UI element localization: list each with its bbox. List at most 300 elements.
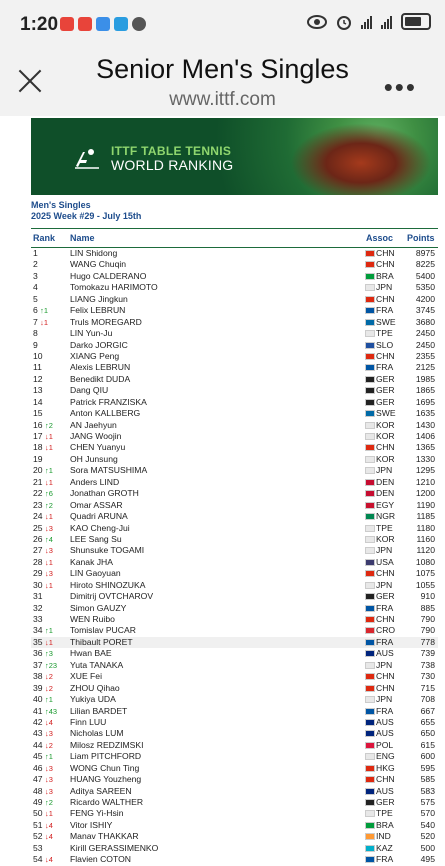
player-name[interactable]: FENG Yi-Hsin bbox=[70, 808, 124, 819]
points-cell: 1330 bbox=[415, 453, 435, 464]
banner-player-image bbox=[281, 118, 431, 195]
flag-icon bbox=[366, 445, 374, 450]
signal-icon bbox=[361, 15, 372, 29]
points-cell: 1160 bbox=[416, 533, 435, 544]
rank-cell bbox=[33, 797, 53, 808]
player-name[interactable]: Dang QIU bbox=[70, 385, 109, 396]
assoc-cell: CHN bbox=[376, 671, 395, 682]
rank-number: 11 bbox=[33, 362, 42, 373]
rank-change: ↓4 bbox=[44, 832, 53, 842]
table-row[interactable] bbox=[31, 271, 438, 282]
app-notification-icon bbox=[60, 17, 74, 31]
rank-number: 34 bbox=[33, 625, 43, 636]
rank-number: 52 bbox=[33, 831, 43, 842]
assoc-cell: AUS bbox=[376, 648, 394, 659]
flag-icon bbox=[366, 331, 374, 336]
rank-change: ↓1 bbox=[40, 317, 49, 327]
rank-change: ↓1 bbox=[44, 512, 53, 522]
table-row[interactable] bbox=[31, 454, 438, 465]
rank-number: 38 bbox=[33, 671, 43, 682]
player-name[interactable]: Yuta TANAKA bbox=[70, 659, 124, 670]
points-cell: 1210 bbox=[415, 476, 435, 487]
player-name[interactable]: Benedikt DUDA bbox=[70, 373, 131, 384]
rank-number: 49 bbox=[33, 797, 43, 807]
points-cell: 650 bbox=[420, 728, 435, 739]
player-name[interactable]: Kanak JHA bbox=[70, 556, 113, 567]
rank-change: ↓3 bbox=[44, 775, 53, 785]
points-cell: 500 bbox=[420, 842, 435, 853]
table-row[interactable] bbox=[31, 797, 438, 808]
flag-icon bbox=[366, 606, 374, 611]
rank-change: ↓1 bbox=[44, 637, 53, 647]
table-row[interactable] bbox=[31, 820, 438, 831]
table-row[interactable] bbox=[31, 831, 438, 842]
rank-change: ↓1 bbox=[44, 432, 53, 441]
points-cell: 540 bbox=[420, 819, 435, 830]
rank-cell bbox=[33, 408, 43, 419]
rank-change: ↓3 bbox=[44, 763, 53, 773]
rank-cell bbox=[33, 259, 38, 270]
flag-icon bbox=[366, 491, 374, 496]
table-row[interactable] bbox=[31, 774, 438, 785]
rank-cell bbox=[33, 385, 43, 396]
table-row[interactable] bbox=[31, 511, 438, 522]
flag-icon bbox=[366, 766, 374, 771]
rank-number: 4 bbox=[33, 282, 38, 293]
player-name[interactable]: Quadri ARUNA bbox=[70, 511, 128, 522]
table-header bbox=[31, 228, 438, 248]
rank-cell bbox=[33, 248, 38, 259]
rank-change: ↓1 bbox=[44, 809, 53, 819]
player-name[interactable]: Ricardo WALTHER bbox=[70, 797, 144, 807]
player-name[interactable]: XIANG Peng bbox=[70, 350, 120, 361]
rank-change: ↓3 bbox=[44, 786, 53, 796]
rank-number: 12 bbox=[33, 373, 43, 384]
rank-cell bbox=[33, 831, 53, 842]
assoc-cell: GER bbox=[376, 591, 395, 602]
player-name[interactable]: Sora MATSUSHIMA bbox=[70, 465, 148, 476]
table-row[interactable] bbox=[31, 500, 438, 511]
table-row[interactable] bbox=[31, 740, 438, 751]
rank-number: 41 bbox=[33, 705, 43, 716]
player-name[interactable]: Liam PITCHFORD bbox=[70, 751, 142, 762]
player-name[interactable]: Milosz REDZIMSKI bbox=[70, 739, 144, 750]
player-name[interactable]: Tomislav PUCAR bbox=[70, 625, 136, 636]
table-row[interactable] bbox=[31, 523, 438, 534]
rank-number: 23 bbox=[33, 499, 43, 510]
rank-change: ↓3 bbox=[44, 546, 53, 556]
table-row[interactable] bbox=[31, 637, 438, 648]
assoc-cell: CHN bbox=[376, 774, 395, 785]
assoc-cell: KOR bbox=[376, 431, 395, 441]
player-name[interactable]: Patrick FRANZISKA bbox=[70, 396, 147, 407]
rank-cell bbox=[33, 271, 38, 282]
table-row[interactable] bbox=[31, 442, 438, 453]
rank-change: ↑1 bbox=[44, 466, 53, 476]
player-name[interactable]: Felix LEBRUN bbox=[70, 305, 126, 316]
player-name[interactable]: Truls MOREGARD bbox=[70, 316, 142, 327]
assoc-cell: TPE bbox=[376, 522, 393, 533]
points-cell: 8975 bbox=[415, 248, 435, 258]
points-cell: 1295 bbox=[415, 465, 435, 476]
table-row[interactable] bbox=[31, 786, 438, 797]
table-row[interactable] bbox=[31, 728, 438, 739]
player-name[interactable]: Simon GAUZY bbox=[70, 602, 127, 613]
rank-cell bbox=[33, 717, 53, 728]
points-cell: 1185 bbox=[416, 511, 435, 522]
player-name[interactable]: Hugo CALDERANO bbox=[70, 270, 147, 281]
table-row[interactable] bbox=[31, 763, 438, 774]
flag-icon bbox=[366, 754, 374, 759]
rank-cell bbox=[33, 694, 53, 705]
points-cell: 1055 bbox=[415, 579, 435, 590]
table-row[interactable] bbox=[31, 568, 438, 579]
rank-number: 53 bbox=[33, 842, 43, 853]
points-cell: 2450 bbox=[415, 339, 435, 350]
points-cell: 738 bbox=[420, 659, 435, 670]
header-name: Name bbox=[70, 233, 95, 243]
battery-icon bbox=[401, 13, 431, 30]
rank-cell bbox=[33, 706, 57, 717]
rank-number: 7 bbox=[33, 316, 38, 327]
table-row[interactable] bbox=[31, 545, 438, 556]
flag-icon bbox=[366, 354, 374, 359]
assoc-cell: KOR bbox=[376, 419, 395, 430]
table-row[interactable] bbox=[31, 294, 438, 305]
assoc-cell: CHN bbox=[376, 259, 395, 270]
points-cell: 1200 bbox=[415, 488, 435, 499]
player-name[interactable]: OH Junsung bbox=[70, 453, 118, 464]
rank-number: 16 bbox=[33, 419, 43, 430]
flag-icon bbox=[366, 640, 374, 645]
player-name[interactable]: XUE Fei bbox=[70, 671, 102, 682]
rank-change: ↓2 bbox=[44, 740, 53, 750]
table-row[interactable] bbox=[31, 648, 438, 659]
player-name[interactable]: LIN Gaoyuan bbox=[70, 568, 121, 579]
table-row[interactable] bbox=[31, 591, 438, 602]
rank-change: ↓3 bbox=[44, 523, 53, 533]
flag-icon bbox=[366, 308, 374, 313]
table-row[interactable] bbox=[31, 580, 438, 591]
player-name[interactable]: Omar ASSAR bbox=[70, 499, 123, 510]
rank-cell bbox=[33, 282, 38, 293]
flag-icon bbox=[366, 571, 374, 576]
assoc-cell: CHN bbox=[376, 614, 395, 624]
player-name[interactable]: Dimitrij OVTCHAROV bbox=[70, 591, 154, 602]
player-name[interactable]: Darko JORGIC bbox=[70, 339, 128, 350]
rank-number: 20 bbox=[33, 465, 43, 476]
table-row[interactable] bbox=[31, 603, 438, 614]
player-name[interactable]: KAO Cheng-Jui bbox=[70, 522, 130, 533]
table-row[interactable] bbox=[31, 465, 438, 476]
rank-change: ↑4 bbox=[44, 534, 53, 544]
more-icon[interactable]: ••• bbox=[383, 72, 417, 102]
rank-number: 27 bbox=[33, 545, 43, 556]
assoc-cell: FRA bbox=[376, 636, 394, 647]
points-cell: 5400 bbox=[415, 270, 435, 281]
points-cell: 2355 bbox=[415, 350, 435, 361]
flag-icon bbox=[366, 503, 374, 508]
player-name[interactable]: Vitor ISHIY bbox=[70, 819, 113, 830]
flag-icon bbox=[366, 697, 374, 702]
flag-icon bbox=[366, 709, 374, 714]
ranking-table bbox=[31, 248, 438, 866]
table-row[interactable] bbox=[31, 843, 438, 854]
table-row[interactable] bbox=[31, 305, 438, 316]
flag-icon bbox=[366, 480, 374, 485]
table-row[interactable] bbox=[31, 385, 438, 396]
rank-cell bbox=[33, 728, 53, 739]
table-row[interactable] bbox=[31, 408, 438, 419]
rank-cell bbox=[33, 305, 48, 316]
points-cell: 520 bbox=[420, 831, 435, 842]
rank-cell bbox=[33, 637, 53, 648]
player-name[interactable]: LIN Yun-Ju bbox=[70, 328, 113, 339]
player-name[interactable]: Hiroto SHINOZUKA bbox=[70, 579, 146, 590]
assoc-cell: KOR bbox=[376, 453, 395, 464]
points-cell: 585 bbox=[420, 774, 435, 785]
assoc-cell: FRA bbox=[376, 854, 394, 865]
player-name[interactable]: Lilian BARDET bbox=[70, 705, 128, 716]
flag-icon bbox=[366, 857, 374, 862]
points-cell: 910 bbox=[420, 591, 435, 602]
table-row[interactable] bbox=[31, 625, 438, 636]
points-cell: 3745 bbox=[415, 305, 435, 316]
player-name[interactable]: Aditya SAREEN bbox=[70, 785, 132, 796]
rank-number: 31 bbox=[33, 591, 43, 602]
assoc-cell: CHN bbox=[376, 248, 395, 258]
assoc-cell: GER bbox=[376, 373, 395, 384]
flag-icon bbox=[366, 526, 374, 531]
rank-cell bbox=[33, 454, 43, 465]
rank-number: 6 bbox=[33, 305, 38, 316]
rank-change: ↓1 bbox=[44, 580, 53, 590]
rank-cell bbox=[33, 545, 53, 556]
table-row[interactable] bbox=[31, 557, 438, 568]
rank-number: 32 bbox=[33, 602, 43, 613]
table-row[interactable] bbox=[31, 317, 438, 328]
status-time: 1:20 bbox=[20, 14, 59, 35]
flag-icon bbox=[366, 743, 374, 748]
points-cell: 600 bbox=[420, 751, 435, 762]
table-row[interactable] bbox=[31, 328, 438, 339]
rank-cell bbox=[33, 751, 53, 762]
rank-number: 40 bbox=[33, 694, 43, 705]
assoc-cell: CHN bbox=[376, 442, 395, 453]
table-row[interactable] bbox=[31, 751, 438, 762]
table-row[interactable] bbox=[31, 488, 438, 499]
rank-change: ↓4 bbox=[44, 820, 53, 830]
rank-cell bbox=[33, 820, 53, 831]
player-name[interactable]: CHEN Yuanyu bbox=[70, 442, 126, 453]
rank-cell bbox=[33, 843, 43, 854]
table-row[interactable] bbox=[31, 351, 438, 362]
rank-number: 1 bbox=[33, 248, 38, 258]
flag-icon bbox=[366, 617, 374, 622]
assoc-cell: HKG bbox=[376, 762, 395, 773]
player-name[interactable]: Alexis LEBRUN bbox=[70, 362, 131, 373]
points-cell: 575 bbox=[420, 797, 435, 807]
points-cell: 595 bbox=[420, 762, 435, 773]
flag-icon bbox=[366, 651, 374, 656]
flag-icon bbox=[366, 594, 374, 599]
rank-change: ↑2 bbox=[44, 798, 53, 807]
flag-icon bbox=[366, 377, 374, 382]
table-row[interactable] bbox=[31, 614, 438, 625]
rank-cell bbox=[33, 557, 53, 568]
rank-number: 45 bbox=[33, 751, 43, 762]
table-row[interactable] bbox=[31, 671, 438, 682]
table-row[interactable] bbox=[31, 397, 438, 408]
rank-change: ↑43 bbox=[44, 706, 58, 716]
rank-cell bbox=[33, 523, 53, 534]
table-row[interactable] bbox=[31, 259, 438, 270]
player-name[interactable]: Tomokazu HARIMOTO bbox=[70, 282, 158, 293]
app-notification-icon bbox=[114, 17, 128, 31]
player-name[interactable]: Manav THAKKAR bbox=[70, 831, 139, 842]
points-cell: 715 bbox=[420, 682, 435, 693]
banner-title-line1: ITTF TABLE TENNIS bbox=[111, 144, 232, 158]
player-name[interactable]: Shunsuke TOGAMI bbox=[70, 545, 145, 556]
table-row[interactable] bbox=[31, 660, 438, 671]
points-cell: 730 bbox=[420, 671, 435, 682]
player-name[interactable]: Finn LUU bbox=[70, 716, 107, 727]
rank-number: 48 bbox=[33, 785, 43, 796]
rank-cell bbox=[33, 671, 53, 682]
rank-number: 51 bbox=[33, 819, 43, 830]
assoc-cell: GER bbox=[376, 385, 395, 396]
player-name[interactable]: HUANG Youzheng bbox=[70, 774, 142, 785]
flag-icon bbox=[366, 423, 374, 428]
header-rank: Rank bbox=[33, 233, 56, 243]
player-name[interactable]: LIANG Jingkun bbox=[70, 293, 128, 304]
points-cell: 5350 bbox=[415, 282, 435, 293]
points-cell: 778 bbox=[420, 636, 435, 647]
flag-icon bbox=[366, 457, 374, 462]
points-cell: 615 bbox=[420, 739, 435, 750]
player-name[interactable]: Anton KALLBERG bbox=[70, 408, 141, 419]
player-name[interactable]: AN Jaehyun bbox=[70, 419, 117, 430]
player-name[interactable]: WEN Ruibo bbox=[70, 614, 115, 624]
assoc-cell: USA bbox=[376, 556, 394, 567]
rank-cell bbox=[33, 511, 53, 522]
rank-cell bbox=[33, 465, 53, 476]
player-name[interactable]: Anders LIND bbox=[70, 476, 120, 487]
rank-number: 36 bbox=[33, 648, 43, 659]
player-name[interactable]: WANG Chuqin bbox=[70, 259, 127, 270]
category-label: Men's Singles bbox=[31, 200, 91, 210]
table-row[interactable] bbox=[31, 340, 438, 351]
table-row[interactable] bbox=[31, 431, 438, 442]
flag-icon bbox=[366, 468, 374, 473]
table-row[interactable] bbox=[31, 248, 438, 259]
signal-icon bbox=[381, 15, 392, 29]
player-name[interactable]: Kirill GERASSIMENKO bbox=[70, 842, 159, 853]
player-name[interactable]: WONG Chun Ting bbox=[70, 762, 140, 773]
rank-cell bbox=[33, 591, 43, 602]
player-name[interactable]: LEE Sang Su bbox=[70, 533, 122, 544]
player-name[interactable]: ZHOU Qihao bbox=[70, 682, 120, 693]
points-cell: 583 bbox=[420, 785, 435, 796]
rank-cell bbox=[33, 374, 43, 385]
flag-icon bbox=[366, 789, 374, 794]
rank-change: ↑3 bbox=[44, 649, 53, 659]
player-name[interactable]: LIN Shidong bbox=[70, 248, 118, 258]
table-row[interactable] bbox=[31, 374, 438, 385]
rank-number: 47 bbox=[33, 774, 43, 785]
player-name[interactable]: JANG Woojin bbox=[70, 431, 122, 441]
notification-icons bbox=[60, 17, 146, 31]
points-cell: 1635 bbox=[415, 408, 435, 419]
table-row[interactable] bbox=[31, 282, 438, 293]
flag-icon bbox=[366, 537, 374, 542]
rank-number: 30 bbox=[33, 579, 43, 590]
rank-cell bbox=[33, 740, 53, 751]
assoc-cell: IND bbox=[376, 831, 391, 842]
rank-change: ↓2 bbox=[44, 672, 53, 682]
points-cell: 739 bbox=[420, 648, 435, 659]
table-row[interactable] bbox=[31, 420, 438, 431]
player-name[interactable]: Yukiya UDA bbox=[70, 694, 116, 705]
flag-icon bbox=[366, 365, 374, 370]
points-cell: 1985 bbox=[415, 373, 435, 384]
flag-icon bbox=[366, 731, 374, 736]
player-name[interactable]: Jonathan GROTH bbox=[70, 488, 139, 499]
player-name[interactable]: Hwan BAE bbox=[70, 648, 112, 659]
player-name[interactable]: Thibault PORET bbox=[70, 636, 133, 647]
points-cell: 1080 bbox=[415, 556, 435, 567]
flag-icon bbox=[366, 823, 374, 828]
page-title: Senior Men's Singles bbox=[96, 54, 349, 84]
rank-cell bbox=[33, 808, 53, 819]
rank-change: ↓1 bbox=[44, 443, 53, 453]
points-cell: 4200 bbox=[415, 293, 435, 304]
rank-cell bbox=[33, 603, 43, 614]
table-row[interactable] bbox=[31, 477, 438, 488]
flag-icon bbox=[366, 320, 374, 325]
table-row[interactable] bbox=[31, 717, 438, 728]
flag-icon bbox=[366, 411, 374, 416]
assoc-cell: FRA bbox=[376, 305, 394, 316]
table-row[interactable] bbox=[31, 683, 438, 694]
points-cell: 3680 bbox=[415, 316, 435, 327]
assoc-cell: TPE bbox=[376, 808, 393, 819]
rank-number: 33 bbox=[33, 614, 43, 624]
rank-number: 44 bbox=[33, 739, 43, 750]
table-row[interactable] bbox=[31, 534, 438, 545]
table-row[interactable] bbox=[31, 808, 438, 819]
table-row[interactable] bbox=[31, 694, 438, 705]
table-row[interactable] bbox=[31, 706, 438, 717]
flag-icon bbox=[366, 251, 374, 256]
rank-cell bbox=[33, 500, 53, 511]
player-name[interactable]: Flavien COTON bbox=[70, 854, 131, 865]
rank-cell bbox=[33, 340, 38, 351]
flag-icon bbox=[366, 800, 374, 805]
ranking-banner bbox=[31, 118, 438, 195]
points-cell: 790 bbox=[420, 625, 435, 636]
rank-number: 29 bbox=[33, 568, 43, 579]
table-row[interactable] bbox=[31, 362, 438, 373]
rank-change: ↑1 bbox=[40, 306, 49, 316]
rank-change: ↓4 bbox=[44, 717, 53, 727]
rank-change: ↑1 bbox=[44, 752, 53, 762]
assoc-cell: FRA bbox=[376, 362, 394, 373]
flag-icon bbox=[366, 434, 374, 439]
rank-change: ↑23 bbox=[44, 660, 58, 670]
player-name[interactable]: Nicholas LUM bbox=[70, 728, 124, 739]
flag-icon bbox=[366, 628, 374, 633]
